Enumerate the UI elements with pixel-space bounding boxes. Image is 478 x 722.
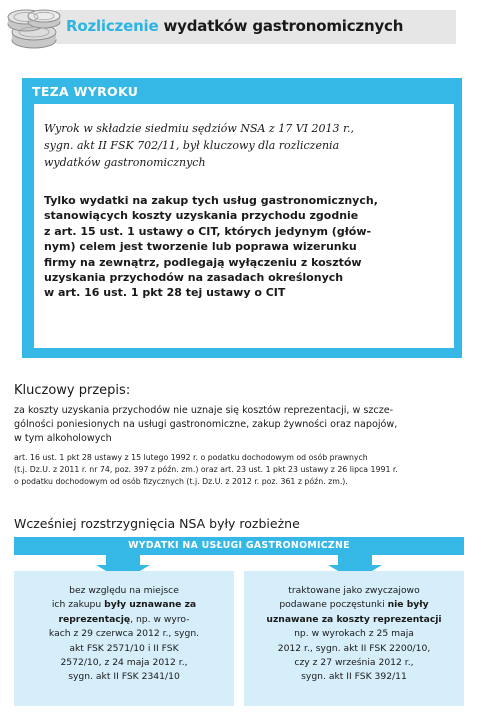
left-line-part: ich zakupu (51, 599, 105, 611)
page-title-accent: Rozliczenie (66, 17, 159, 35)
left-line-part: , np. w wyro- (130, 613, 190, 625)
citation-line: (t.j. Dz.U. z 2011 r. nr 74, poz. 397 z późn. zm.) oraz art. 23 ust. 1 pkt 23 ustawy z 26 lipca 1991 r. (14, 465, 398, 474)
left-line (24, 613, 224, 627)
right-line: czy z 27 września 2012 r., (294, 657, 414, 669)
page-title (66, 17, 403, 35)
right-line (254, 613, 454, 627)
left-line: akt FSK 2571/10 i II FSK (69, 642, 179, 654)
coins-icon (4, 4, 64, 52)
right-line: traktowane jako zwyczajowo (288, 585, 420, 596)
left-line: bez względu na miejsce (69, 585, 179, 596)
teza-bold-line: stanowiących koszty uzyskania przychodu zgodnie (44, 209, 359, 223)
teza-italic-line: wydatków gastronomicznych (44, 156, 206, 169)
teza-italic-line: sygn. akt II FSK 702/11, był kluczowy dla rozliczenia (44, 139, 340, 152)
divergent-rulings-title: Wcześniej rozstrzygnięcia NSA były rozbieżne (14, 516, 300, 531)
teza-bold-line: z art. 15 ust. 1 ustawy o CIT, których jedynym (głów- (44, 224, 372, 238)
left-line (24, 598, 224, 612)
teza-bold-line: nym) celem jest tworzenie lub poprawa wizerunku (44, 240, 357, 254)
left-line-bold: reprezentację (58, 613, 131, 625)
header (0, 0, 478, 56)
teza-italic-line: Wyrok w składzie siedmiu sędziów NSA z 17 VI 2013 r., (44, 122, 355, 135)
key-provision-title: Kluczowy przepis: (14, 383, 131, 398)
teza-label: TEZA WYROKU (32, 84, 139, 99)
right-line (254, 598, 454, 612)
left-column-text (24, 584, 224, 685)
key-provision-line: za koszty uzyskania przychodów nie uznaje się kosztów reprezentacji, w szcze- (14, 405, 394, 416)
citation-line: art. 16 ust. 1 pkt 28 ustawy z 15 lutego 1992 r. o podatku dochodowym od osób prawnych (14, 453, 368, 462)
left-line-bold: były uznawane za (104, 599, 197, 611)
key-provision-citation (14, 452, 464, 488)
citation-line: o podatku dochodowym od osób fizycznych (t.j. Dz.U. z 2012 r. poz. 361 z późn. zm.). (14, 477, 348, 486)
right-line: 2012 r., sygn. akt II FSK 2200/10, (277, 642, 431, 654)
left-line: kach z 29 czerwca 2012 r., sygn. (48, 628, 200, 640)
page-title-rest: wydatków gastronomicznych (163, 17, 404, 35)
right-line-bold: uznawane za koszty reprezentacji (266, 613, 442, 625)
right-line: np. w wyrokach z 25 maja (294, 628, 414, 640)
teza-case-reference (44, 120, 444, 171)
teza-bold-line: w art. 16 ust. 1 pkt 28 tej ustawy o CIT (44, 286, 286, 300)
key-provision-line: gólności poniesionych na usługi gastronomiczne, zakup żywności oraz napojów, (14, 419, 398, 430)
key-provision-line: w tym alkoholowych (14, 433, 112, 444)
teza-bold-line: firmy na zewnątrz, podlegają wyłączeniu z kosztów (44, 255, 362, 269)
teza-bold-line: uzyskania przychodów na zasadach określonych (44, 271, 344, 285)
left-line: sygn. akt II FSK 2341/10 (68, 671, 180, 683)
left-line: 2572/10, z 24 maja 2012 r., (60, 657, 188, 669)
category-band-label: WYDATKI NA USŁUGI GASTRONOMICZNE (128, 540, 350, 551)
teza-bold-line: Tylko wydatki na zakup tych usług gastronomicznych, (44, 194, 378, 207)
right-line: sygn. akt II FSK 392/11 (301, 671, 407, 683)
teza-thesis (44, 193, 444, 301)
right-column-text (254, 584, 454, 685)
right-line-part: podawane poczęstunki (279, 599, 388, 611)
right-line-bold: nie były (387, 599, 429, 611)
key-provision-body (14, 404, 464, 446)
